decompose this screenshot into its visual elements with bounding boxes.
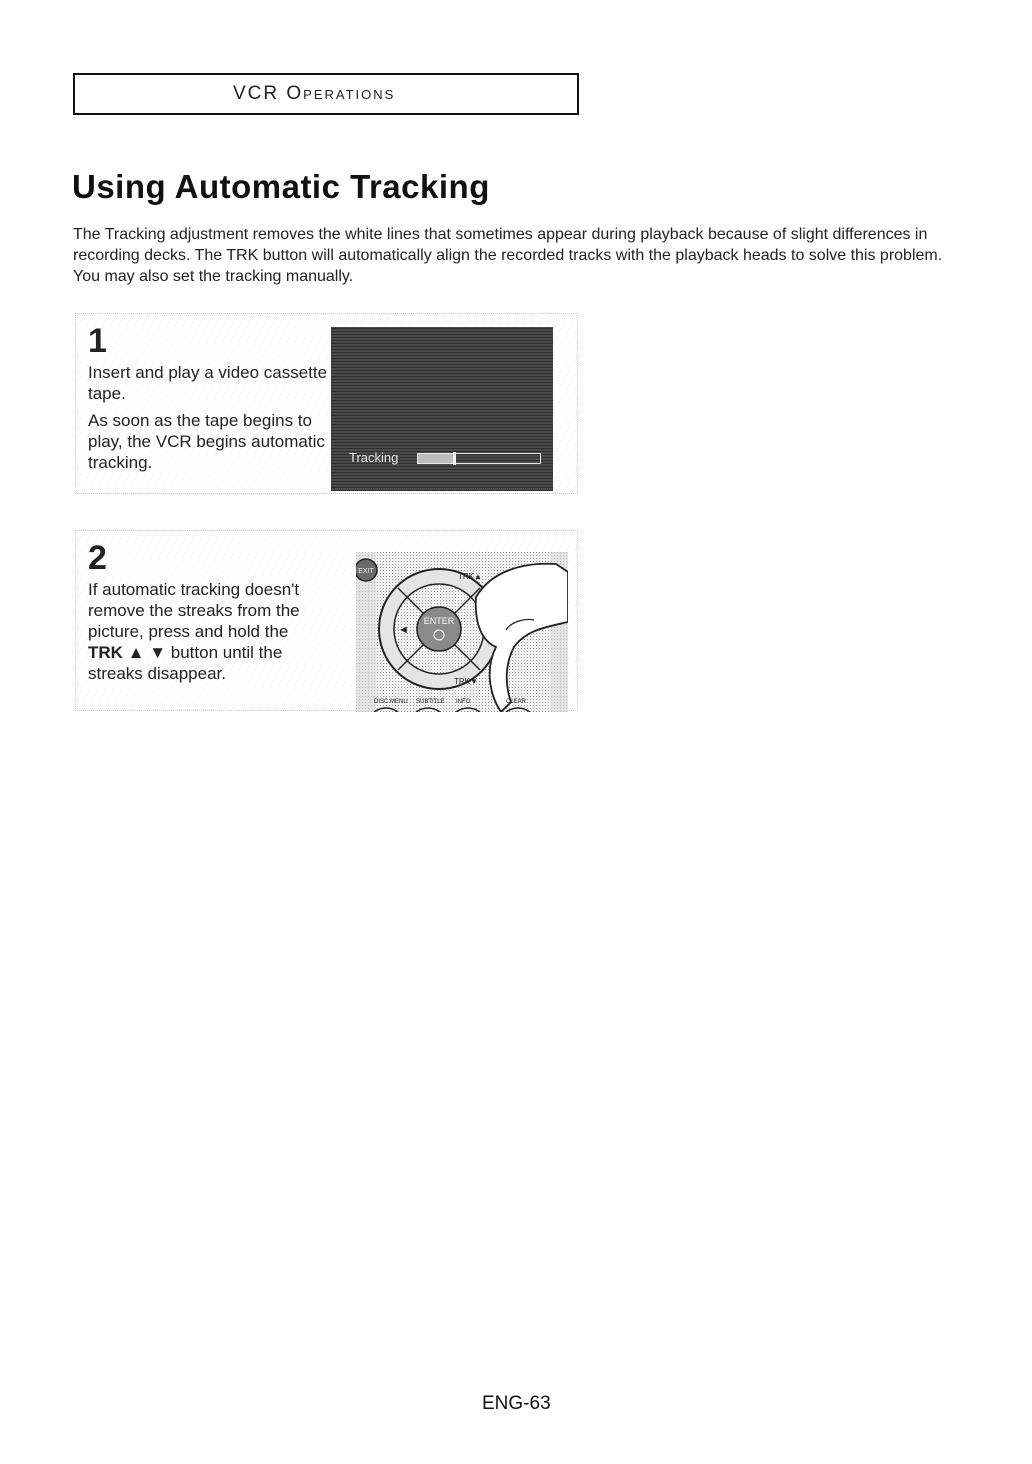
- trk-button-name: TRK ▲ ▼: [88, 643, 167, 662]
- tracking-progress-bar: [417, 453, 541, 464]
- tracking-progress-marker: [453, 452, 456, 465]
- left-arrow-icon: ◄: [398, 624, 409, 636]
- step-2-text: [88, 579, 328, 684]
- remote-control-illustration: [356, 552, 568, 712]
- step-1-text: [88, 362, 328, 479]
- section-header-label: VCR Operations: [233, 83, 396, 104]
- trk-up-label: TRK▲: [458, 572, 482, 581]
- step-2-panel: [75, 530, 578, 711]
- subtitle-label: SUBTITLE: [416, 699, 445, 705]
- tracking-label: Tracking: [349, 450, 399, 465]
- step-2-number: 2: [88, 539, 107, 577]
- step-2-text-tail: button until the streaks disappear.: [88, 643, 283, 683]
- remote-svg: [356, 552, 568, 712]
- tv-screen-illustration: [331, 327, 553, 491]
- enter-button: [417, 607, 461, 651]
- section-header: [73, 73, 579, 115]
- step-1-instruction-a: Insert and play a video cassette tape.: [88, 363, 328, 403]
- trk-down-label: TRK▼: [454, 677, 478, 686]
- step-1-instruction-b: As soon as the tape begins to play, the VCR begins automatic tracking.: [88, 411, 325, 472]
- exit-button-label: EXIT: [358, 568, 374, 575]
- tracking-progress-fill: [418, 454, 453, 463]
- page-number: ENG-63: [482, 1393, 551, 1414]
- enter-button-label: ENTER: [423, 616, 455, 626]
- intro-paragraph: The Tracking adjustment removes the white lines that sometimes appear during playback because of slight differences in recording decks. The TRK button will automatically align the recorded tracks with the playback heads to solve this problem. You may also set the tracking manually.: [73, 226, 943, 285]
- disc-menu-label: DISC MENU: [374, 699, 408, 705]
- clear-label: CLEAR: [506, 699, 527, 705]
- step-2-text-lead: If automatic tracking doesn't remove the streaks from the picture, press and hold the: [88, 580, 300, 641]
- info-label: INFO: [456, 699, 471, 705]
- step-1-panel: [75, 313, 578, 494]
- step-1-number: 1: [88, 322, 107, 360]
- page-title: Using Automatic Tracking: [72, 168, 490, 205]
